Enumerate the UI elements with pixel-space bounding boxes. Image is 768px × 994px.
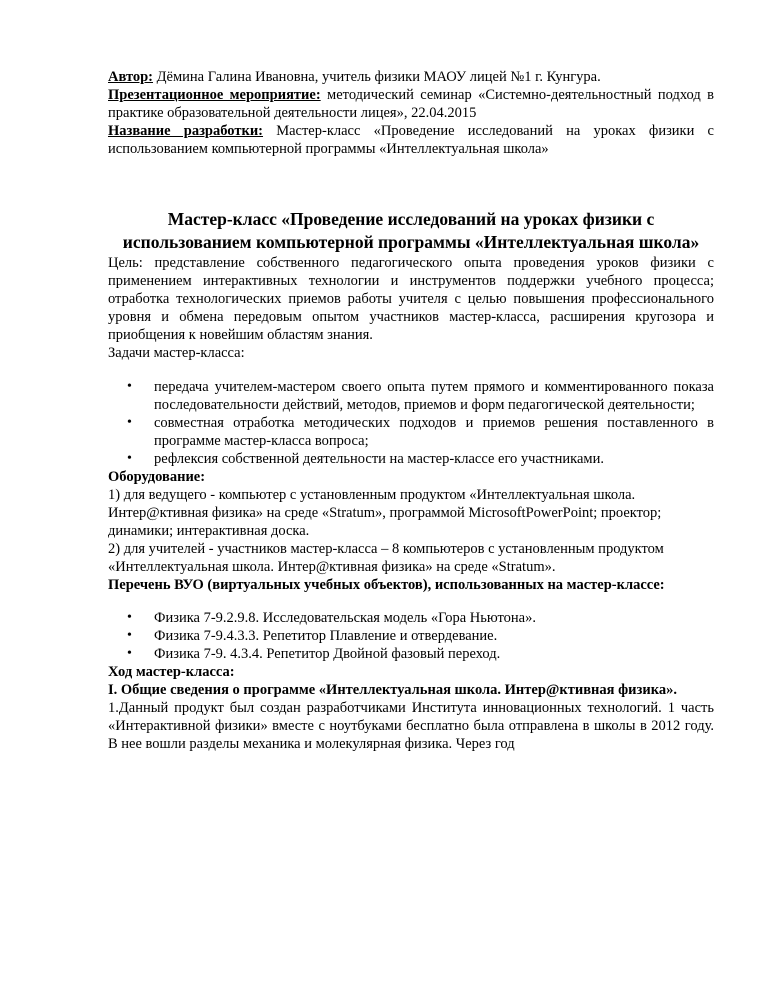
page-title: Мастер-класс «Проведение исследований на уроках физики с использованием компьютерной программы «Интеллектуальная школа» bbox=[122, 209, 700, 252]
author-label: Автор: bbox=[108, 69, 154, 85]
author-line bbox=[108, 68, 714, 86]
equipment-heading: Оборудование: bbox=[108, 469, 206, 485]
tasks-list bbox=[108, 378, 714, 468]
course-heading: Ход мастер-класса: bbox=[108, 664, 235, 680]
vuo-heading: Перечень ВУО (виртуальных учебных объектов), использованных на мастер-классе: bbox=[108, 577, 665, 593]
development-label: Название разработки: bbox=[108, 123, 264, 139]
task-item: • совместная отработка методических подходов и приемов решения поставленного в программе мастер-класса вопроса; bbox=[154, 414, 714, 450]
task-item: • рефлексия собственной деятельности на мастер-классе его участниками. bbox=[154, 450, 714, 468]
event-value: методический семинар «Системно-деятельностный подход в практике образовательной деятельности лицея», 22.04.2015 bbox=[108, 87, 714, 121]
vuo-list bbox=[108, 609, 714, 663]
vuo-item: • Физика 7-9.2.9.8. Исследовательская модель «Гора Ньютона». bbox=[154, 609, 714, 627]
vuo-item: • Физика 7-9. 4.3.4. Репетитор Двойной фазовый переход. bbox=[154, 645, 714, 663]
equipment-leader-paragraph: 1) для ведущего - компьютер с установленным продуктом «Интеллектуальная школа. Интер@ктивная физика» на среде «Stratum», программой MicrosoftPowerPoint; проектор; динамики; интерактивная доска. bbox=[108, 487, 662, 539]
goal-paragraph: Цель: представление собственного педагогического опыта проведения уроков физики с применением интерактивных технологии и инструментов поддержки учебного процесса; отработка технологических приемов работы учителя с целью повышения профессионального уровня и обмена передовым опытом участников мастер-класса, расширения кругозора и приобщения к новейшим областям знания. bbox=[108, 255, 714, 343]
document-metadata bbox=[108, 68, 714, 158]
document-page bbox=[108, 0, 714, 753]
task-item: • передача учителем-мастером своего опыта путем прямого и комментированного показа последовательности действий, методов, приемов и форм педагогической деятельности; bbox=[154, 378, 714, 414]
equipment-participants-paragraph: 2) для учителей - участников мастер-класса – 8 компьютеров с установленным продуктом «Интеллектуальная школа. Интер@ктивная физика» на среде «Stratum». bbox=[108, 541, 664, 575]
vuo-item: • Физика 7-9.4.3.3. Репетитор Плавление и отвердевание. bbox=[154, 627, 714, 645]
event-label: Презентационное мероприятие: bbox=[108, 87, 321, 103]
section-heading: I. Общие сведения о программе «Интеллектуальная школа. Интер@ктивная физика». bbox=[108, 682, 677, 698]
tasks-heading: Задачи мастер-класса: bbox=[108, 345, 245, 361]
development-value: Мастер-класс «Проведение исследований на уроках физики с использованием компьютерной программы «Интеллектуальная школа» bbox=[108, 123, 714, 157]
event-line bbox=[108, 86, 714, 122]
body-paragraph: 1.Данный продукт был создан разработчиками Института инновационных технологий. 1 часть «Интерактивной физики» вместе с ноутбуками бесплатно была отправлена в школы в 2012 году. В нее вошли разделы механика и молекулярная физика. Через год bbox=[108, 700, 714, 752]
development-line bbox=[108, 122, 714, 158]
author-value: Дёмина Галина Ивановна, учитель физики МАОУ лицей №1 г. Кунгура. bbox=[153, 69, 601, 85]
